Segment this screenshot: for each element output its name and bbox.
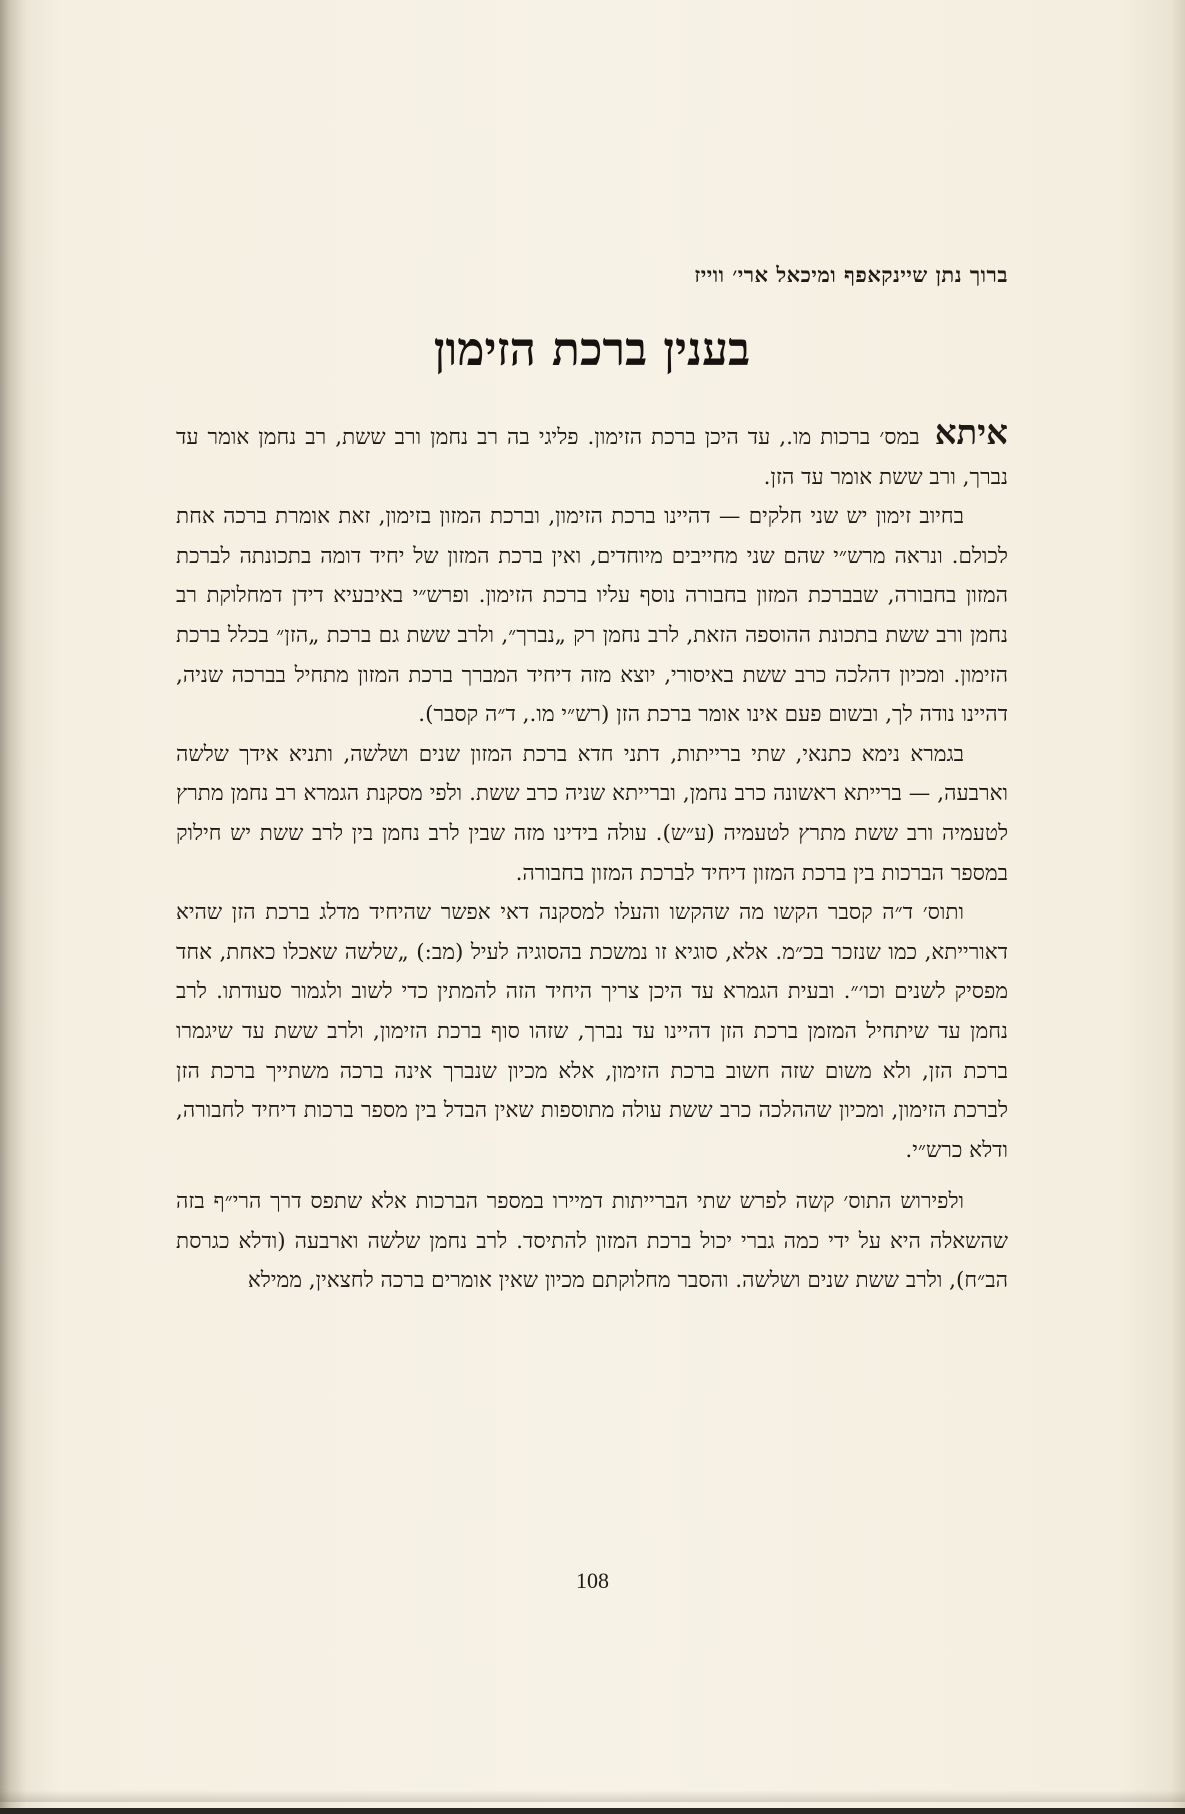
page-number: 108	[576, 1568, 609, 1593]
page-bottom-edge	[0, 1790, 1185, 1802]
paragraph-4: ותוס׳ ד״ה קסבר הקשו מה שהקשו והעלו למסקנה דאי אפשר שהיחיד מדלג ברכת הזן שהיא דאורייתא, כמו שנזכר בכ״מ. אלא, סוגיא זו נמשכת בהסוגיה לעיל (מב:) „שלשה שאכלו כאחת, אחד מפסיק לשנים וכו׳״. ובעית הגמרא עד היכן צריך היחיד הזה להמתין כדי לשוב ולגמור סעודתו. לרב נחמן עד שיתחיל המזמן ברכת הזן דהיינו עד נברך, שזהו סוף ברכת הזימון, ולרב ששת עד שיגמרו ברכת הזן, ולא משום שזה חשוב ברכת הזימון, אלא מכיון שנברך אינה ברכה משתייך ברכת הזן לברכת הזימון, ומכיון שההלכה כרב ששת עולה מתוספות שאין הבדל בין מספר ברכות דיחיד לחבורה, ודלא כרש״י.	[176, 900, 1008, 1163]
paragraph-5: ולפירוש התוס׳ קשה לפרש שתי הברייתות דמיירו במספר הברכות אלא שתפס דרך הרי״ף בזה שהשאלה היא על ידי כמה גברי יכול ברכת המזון להתיסד. לרב נחמן שלשה וארבעה (ודלא כגרסת הב״ח), ולרב ששת שנים ושלשה. והסבר מחלוקתם מכיון שאין אומרים ברכה לחצאין, ממילא	[176, 1189, 1008, 1294]
paragraph-1-text: במס׳ ברכות מו., עד היכן ברכת הזימון. פליגי בה רב נחמן ורב ששת, רב נחמן אומר עד נברך, ורב ששת אומר עד הזן.	[176, 425, 1008, 490]
paragraph-1	[176, 413, 1008, 497]
paragraph-3: בגמרא נימא כתנאי, שתי ברייתות, דתני חדא ברכת המזון שנים ושלשה, ותניא אידך שלשה וארבעה, — ברייתא ראשונה כרב נחמן, וברייתא שניה כרב ששת. ולפי מסקנת הגמרא רב נחמן מתרץ לטעמיה ורב ששת מתרץ לטעמיה (ע״ש). עולה בידינו מזה שבין לרב נחמן בין לרב ששת יש חילוק במספר הברכות בין ברכת המזון דיחיד לברכת המזון בחבורה.	[176, 741, 1008, 886]
opening-word: איתא	[934, 413, 1008, 453]
article-title: בענין ברכת הזימון	[433, 322, 751, 376]
paragraph-2: בחיוב זימון יש שני חלקים — דהיינו ברכת הזימון, וברכת המזון בזימון, זאת אומרת ברכה אחת לכולם. ונראה מרש״י שהם שני מחייבים מיוחדים, ואין ברכת המזון של יחיד דומה בתכונתה לברכת המזון בחבורה, שבברכת המזון בחבורה נוסף עליו ברכת הזימון. ופרש״י באיבעיא דידן דמחלוקת רב נחמן ורב ששת בתכונת ההוספה הזאת, לרב נחמן רק „נברך״, ולרב ששת גם ברכת „הזן״ בכלל ברכת הזימון. ומכיון דהלכה כרב ששת באיסורי, יוצא מזה דיחיד המברך ברכת המזון מתחיל בברכה שניה, דהיינו נודה לך, ובשום פעם אינו אומר ברכת הזן (רש״י מו., ד״ה קסבר).	[176, 504, 1008, 728]
author-byline: ברוך נתן שיינקאפף ומיכאל ארי׳ ווייז	[694, 262, 1008, 287]
article-body	[176, 413, 1008, 1301]
